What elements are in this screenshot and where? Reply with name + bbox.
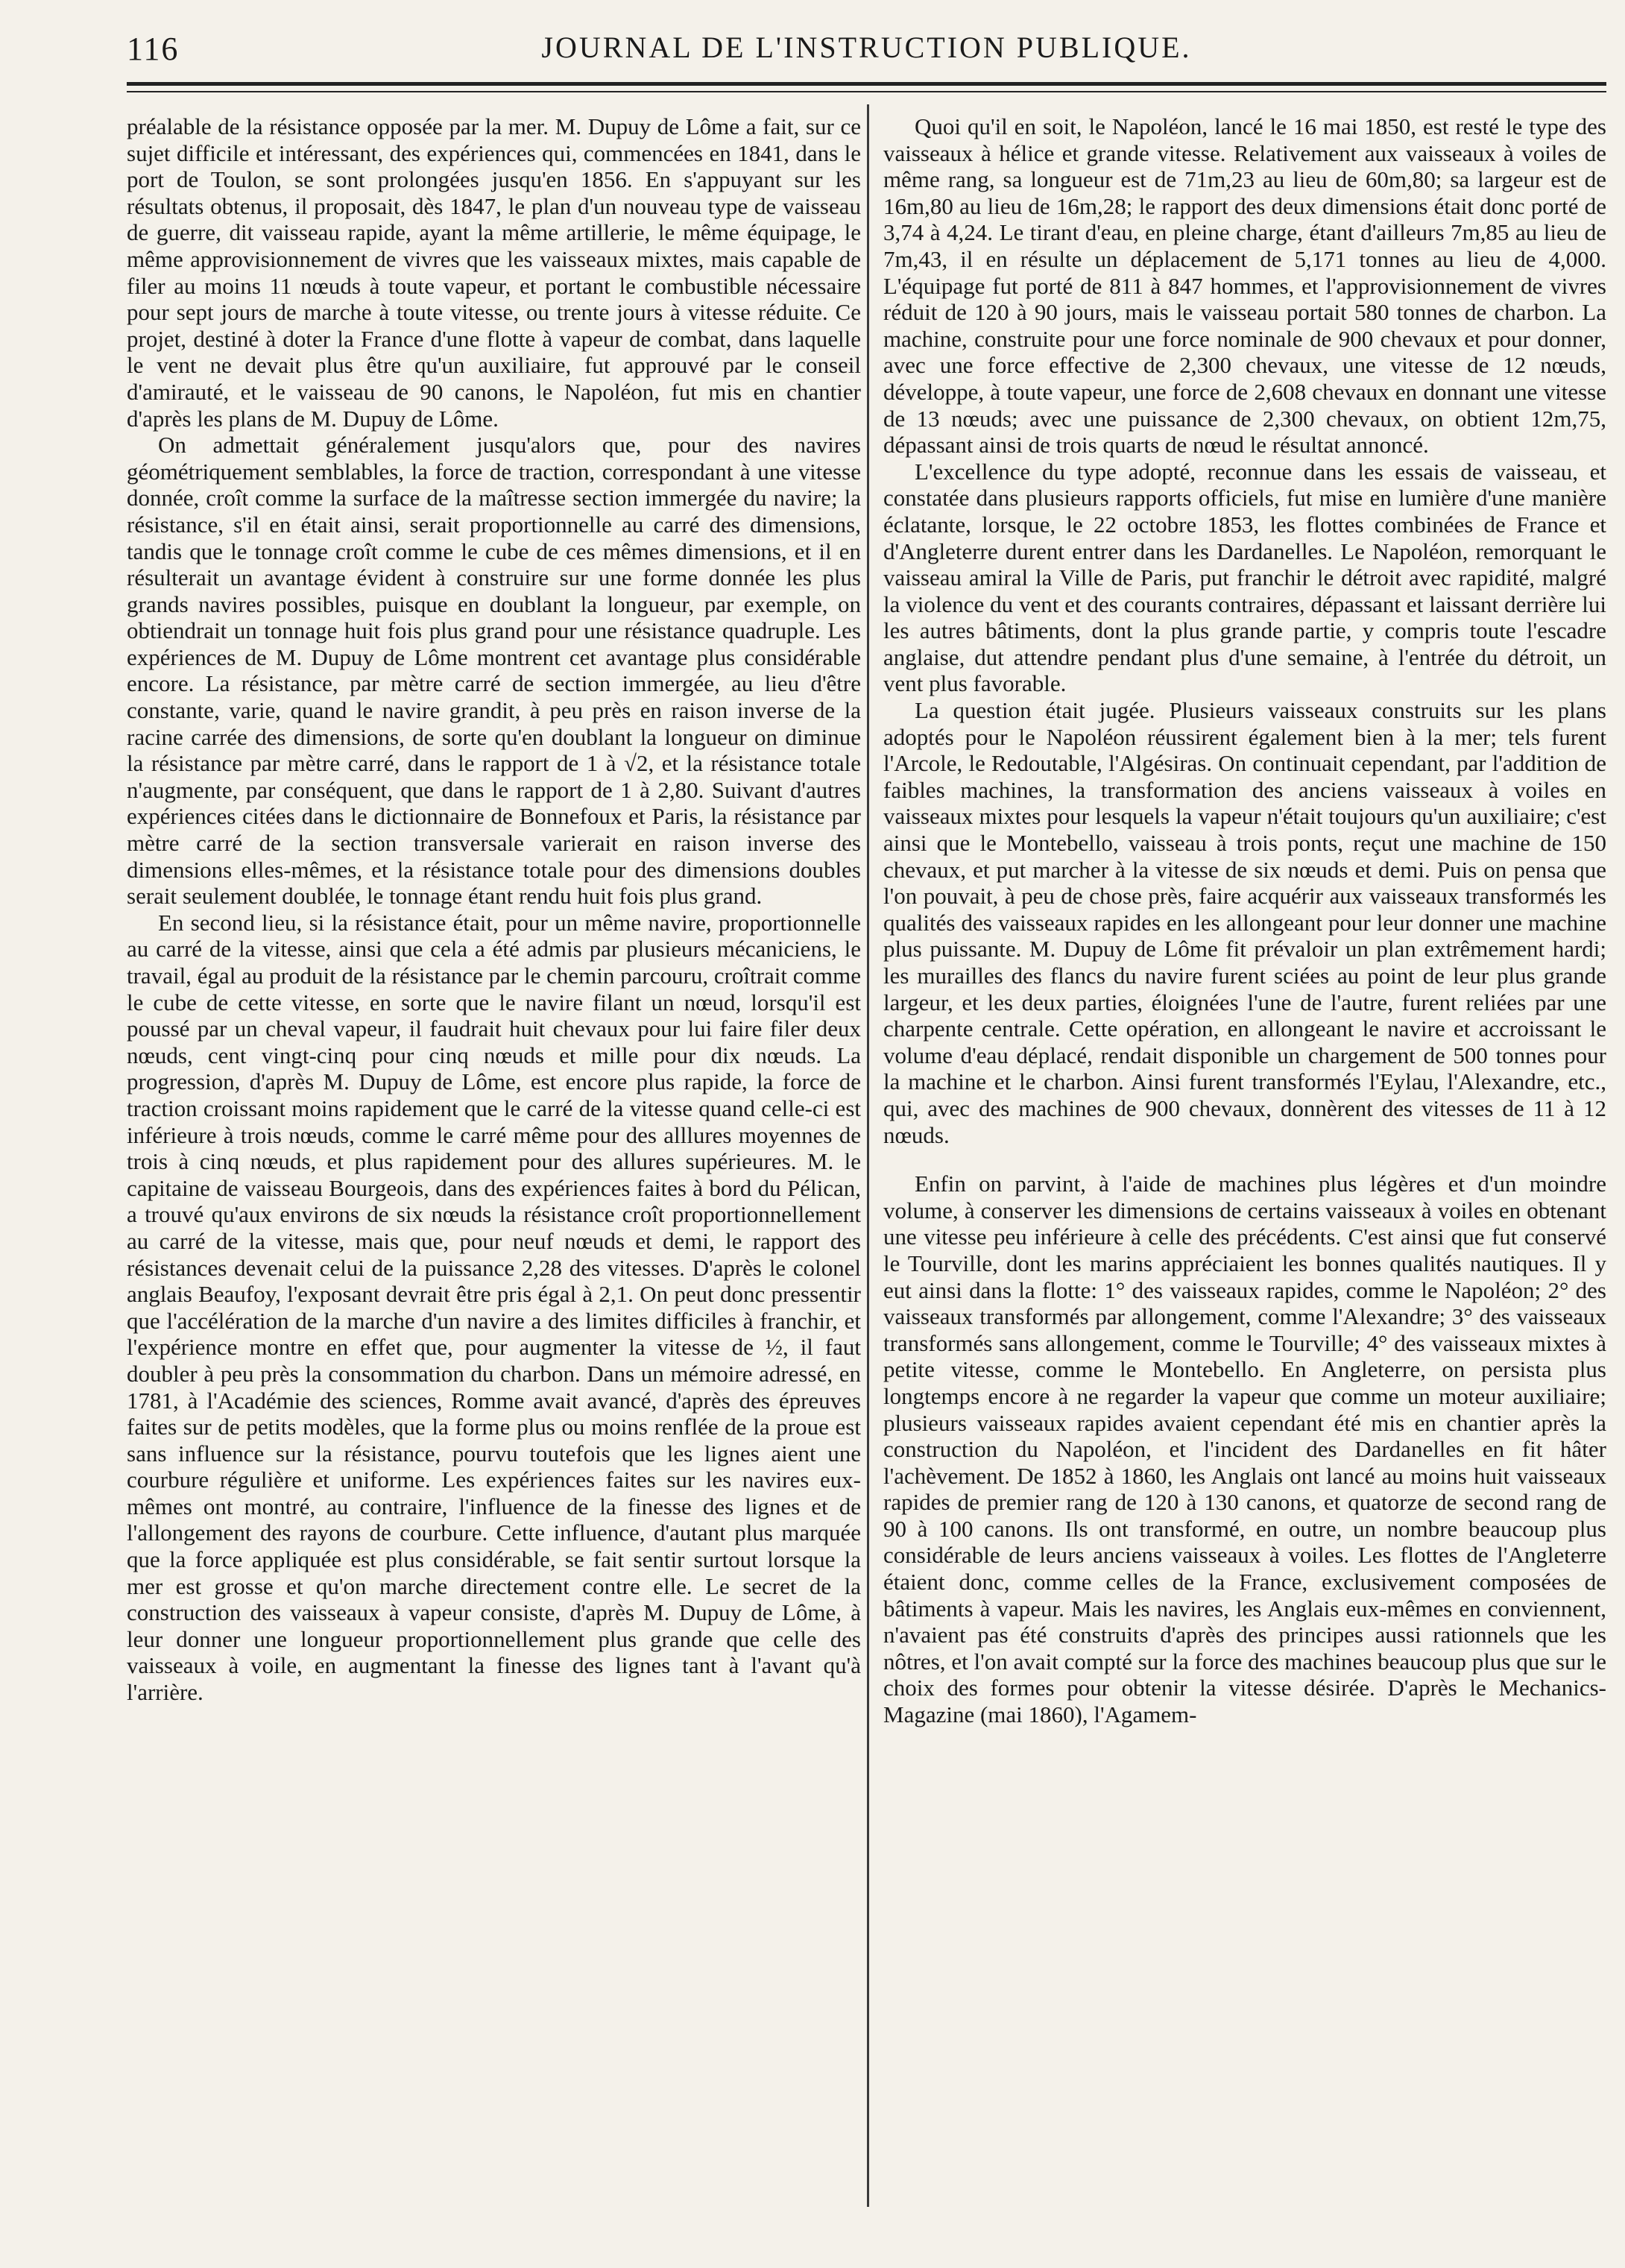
paragraph: préalable de la résistance opposée par la mer. M. Dupuy de Lôme a fait, sur ce sujet difficile et intéressant, des expériences qui, commencées en 1841, dans le port de Toulon, se sont prolongées jusqu'en 1856. En s'appuyant sur les résultats obtenus, il proposait, dès 1847, le plan d'un nouveau type de vaisseau de guerre, dit vaisseau rapide, ayant la même artillerie, le même équipage, le même approvisionnement de vivres que les vaisseaux mixtes, mais capable de filer au moins 11 nœuds à toute vapeur, et portant le combustible nécessaire pour sept jours de marche à toute vitesse, ou trente jours à vitesse réduite. Ce projet, destiné à doter la France d'une flotte à vapeur de combat, dans laquelle le vent ne devait plus être qu'un auxiliaire, fut approuvé par le conseil d'amirauté, et le vaisseau de 90 canons, le Napoléon, fut mis en chantier d'après les plans de M. Dupuy de Lôme. — [127, 113, 861, 432]
right-column — [883, 113, 1606, 2193]
left-column — [127, 113, 861, 2193]
column-divider — [867, 104, 869, 2207]
paragraph: L'excellence du type adopté, reconnue dans les essais de vaisseau, et constatée dans plusieurs rapports officiels, fut mise en lumière d'une manière éclatante, lorsque, le 22 octobre 1853, les flottes combinées de France et d'Angleterre durent entrer dans les Dardanelles. Le Napoléon, remorquant le vaisseau amiral la Ville de Paris, put franchir le détroit avec rapidité, malgré la violence du vent et des courants contraires, dépassant et laissant derrière lui les autres bâtiments, dont la plus grande partie, y compris toute l'escadre anglaise, dut attendre pendant plus d'une semaine, à l'entrée du détroit, un vent plus favorable. — [883, 458, 1606, 697]
paragraph: On admettait généralement jusqu'alors que, pour des navires géométriquement semblables, la force de traction, correspondant à une vitesse donnée, croît comme la surface de la maîtresse section immergée du navire; la résistance, s'il en était ainsi, serait proportionnelle au carré des dimensions, tandis que le tonnage croît comme le cube de ces mêmes dimensions, et il en résulterait un avantage évident à construire sur une forme donnée les plus grands navires possibles, puisque en doublant la longueur, par exemple, on obtiendrait un tonnage huit fois plus grand pour une résistance quadruple. Les expériences de M. Dupuy de Lôme montrent cet avantage plus considérable encore. La résistance, par mètre carré de section immergée, au lieu d'être constante, varie, quand le navire grandit, à peu près en raison inverse de la racine carrée des dimensions, de sorte qu'en doublant la longueur on diminue la résistance par mètre carré, dans le rapport de 1 à √2, et la résistance totale n'augmente, par conséquent, que dans le rapport de 1 à 2,80. Suivant d'autres expériences citées dans le dictionnaire de Bonnefoux et Paris, la résistance par mètre carré de la section transversale varierait en raison inverse des dimensions elles-mêmes, et la résistance totale pour des dimensions doubles serait seulement doublée, le tonnage étant rendu huit fois plus grand. — [127, 432, 861, 910]
header-rule-thick — [127, 82, 1606, 86]
header-rule-thin — [127, 91, 1606, 92]
paragraph: Quoi qu'il en soit, le Napoléon, lancé le 16 mai 1850, est resté le type des vaisseaux à hélice et grande vitesse. Relativement aux vaisseaux à voiles de même rang, sa longueur est de 71m,23 au lieu de 60m,80; sa largeur est de 16m,80 au lieu de 16m,28; le rapport des deux dimensions était donc porté de 3,74 à 4,24. Le tirant d'eau, en pleine charge, étant d'ailleurs 7m,85 au lieu de 7m,43, il en résulte un déplacement de 5,171 tonnes au lieu de 4,000. L'équipage fut porté de 811 à 847 hommes, et l'approvisionnement de vivres réduit de 120 à 90 jours, mais le vaisseau portait 580 tonnes de charbon. La machine, construite pour une force nominale de 900 chevaux et pour donner, avec une force effective de 2,300 chevaux, une vitesse de 12 nœuds, développe, à toute vapeur, une force de 2,608 chevaux en donnant une vitesse de 13 nœuds; avec une puissance de 2,300 chevaux, on obtient 12m,75, dépassant ainsi de trois quarts de nœud le résultat annoncé. — [883, 113, 1606, 459]
running-title: JOURNAL DE L'INSTRUCTION PUBLIQUE. — [541, 31, 1192, 64]
page-number: 116 — [127, 31, 180, 67]
paragraph: La question était jugée. Plusieurs vaisseaux construits sur les plans adoptés pour le Napoléon réussirent également bien à la mer; tels furent l'Arcole, le Redoutable, l'Algésiras. On continuait cependant, par l'addition de faibles machines, la transformation des anciens vaisseaux à voiles en vaisseaux mixtes pour lesquels la vapeur n'était toujours qu'un auxiliaire; c'est ainsi que le Montebello, vaisseau à trois ponts, reçut une machine de 150 chevaux, et put marcher à la vitesse de six nœuds et demi. Puis on pensa que l'on pouvait, à peu de chose près, faire acquérir aux vaisseaux transformés les qualités des vaisseaux rapides en les allongeant pour leur donner une machine plus puissante. M. Dupuy de Lôme fit prévaloir un plan extrêmement hardi; les murailles des flancs du navire furent sciées au point de leur plus grande largeur, et les deux parties, éloignées l'une de l'autre, furent reliées par une charpente centrale. Cette opération, en allongeant le navire et accroissant le volume d'eau déplacé, rendait disponible un chargement de 500 tonnes pour la machine et le charbon. Ainsi furent transformés l'Eylau, l'Alexandre, etc., qui, avec des machines de 900 chevaux, donnèrent des vitesses de 11 à 12 nœuds. — [883, 697, 1606, 1148]
paragraph: Enfin on parvint, à l'aide de machines plus légères et d'un moindre volume, à conserver les dimensions de certains vaisseaux à voiles en obtenant une vitesse peu inférieure à celle des précédents. C'est ainsi que fut conservé le Tourville, dont les marins appréciaient les bonnes qualités nautiques. Il y eut ainsi dans la flotte: 1° des vaisseaux rapides, comme le Napoléon; 2° des vaisseaux transformés par allongement, comme l'Alexandre; 3° des vaisseaux transformés sans allongement, comme le Tourville; 4° des vaisseaux mixtes à petite vitesse, comme le Montebello. En Angleterre, on persista plus longtemps encore à ne regarder la vapeur que comme un moteur auxiliaire; plusieurs vaisseaux rapides avaient cependant été mis en chantier après la construction du Napoléon, et l'incident des Dardanelles en fit hâter l'achèvement. De 1852 à 1860, les Anglais ont lancé au moins huit vaisseaux rapides de premier rang de 120 à 130 canons, et quatorze de second rang de 90 à 100 canons. Ils ont transformé, en outre, un nombre beaucoup plus considérable de leurs anciens vaisseaux à voiles. Les flottes de l'Angleterre étaient donc, comme celles de la France, exclusivement composées de bâtiments à vapeur. Mais les navires, les Anglais eux-mêmes en conviennent, n'avaient pas été construits d'après des principes aussi rationnels que les nôtres, et l'on avait compté sur la force des machines beaucoup plus que sur le choix des formes pour obtenir la vitesse désirée. D'après le Mechanics-Magazine (mai 1860), l'Agamem- — [883, 1171, 1606, 1728]
page-header — [127, 30, 1606, 67]
paragraph: En second lieu, si la résistance était, pour un même navire, proportionnelle au carré de la vitesse, ainsi que cela a été admis par plusieurs mécaniciens, le travail, égal au produit de la résistance par le chemin parcouru, croîtrait comme le cube de cette vitesse, en sorte que le navire filant un nœud, lorsqu'il est poussé par un cheval vapeur, il faudrait huit chevaux pour lui faire filer deux nœuds, cent vingt-cinq pour cinq nœuds et mille pour dix nœuds. La progression, d'après M. Dupuy de Lôme, est encore plus rapide, la force de traction croissant moins rapidement que le carré de la vitesse quand celle-ci est inférieure à trois nœuds, comme le carré même pour des alllures moyennes de trois à cinq nœuds, et plus rapidement pour des allures supérieures. M. le capitaine de vaisseau Bourgeois, dans des expériences faites à bord du Pélican, a trouvé qu'aux environs de six nœuds la résistance croît proportionnellement au carré de la vitesse, mais que, pour neuf nœuds et demi, le rapport des résistances devenait celui de la puissance 2,28 des vitesses. D'après le colonel anglais Beaufoy, l'exposant devrait être pris égal à 2,1. On peut donc pressentir que l'accélération de la marche d'un navire a des limites difficiles à franchir, et l'expérience montre en effet que, pour augmenter la vitesse de ½, il faut doubler à peu près la consommation du charbon. Dans un mémoire adressé, en 1781, à l'Académie des sciences, Romme avait avancé, d'après des épreuves faites sur de petits modèles, que la forme plus ou moins renflée de la proue est sans influence sur la résistance, pourvu toutefois que les lignes aient une courbure régulière et uniforme. Les expériences faites sur les navires eux-mêmes ont montré, au contraire, l'influence de la finesse des lignes et de l'allongement des rayons de courbure. Cette influence, d'autant plus marquée que la force appliquée est plus considérable, se fait sentir surtout lorsque la mer est grosse et qu'on marche directement contre elle. Le secret de la construction des vaisseaux à vapeur consiste, d'après M. Dupuy de Lôme, à leur donner une longueur proportionnellement plus grande que celle des vaisseaux à voile, en augmentant la finesse des lignes tant à l'avant qu'à l'arrière. — [127, 909, 861, 1706]
